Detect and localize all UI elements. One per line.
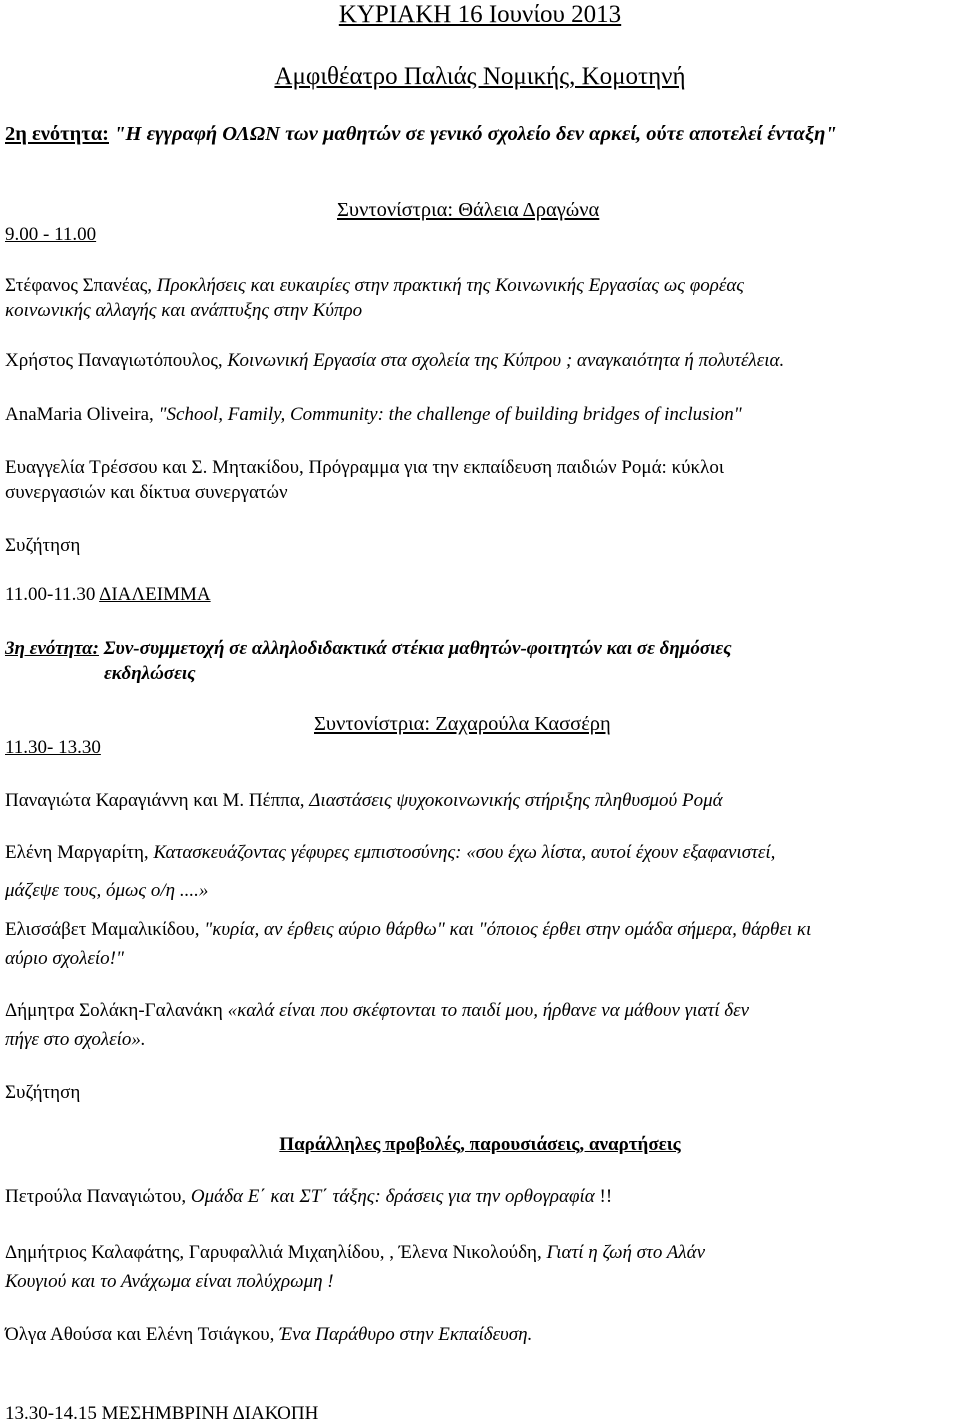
item-end: !! — [594, 1186, 613, 1207]
item-title: Ένα Παράθυρο στην Εκπαίδευση. — [279, 1324, 533, 1345]
talk-tressou-cont: συνεργασιών και δίκτυα συνεργατών — [5, 482, 288, 503]
talk-title: «καλά είναι που σκέφτονται το παιδί μου, ήρθανε να μάθουν γιατί δεν — [227, 1000, 750, 1021]
session3-title: Συν-συμμετοχή σε αλληλοδιδακτικά στέκια μαθητών-φοιτητών και σε δημόσιες — [99, 638, 732, 659]
talk-title-cont: κοινωνικής αλλαγής και ανάπτυξης στην Κύπρο — [5, 300, 363, 321]
session2-label: 2η ενότητα: — [5, 123, 109, 145]
talk-title-cont: μάζεψε τους, όμως ο/η ....» — [5, 880, 209, 901]
session2-time: 9.00 - 11.00 — [5, 224, 97, 245]
talk-title: "κυρία, αν έρθεις αύριο θάρθω" και "όποιος έρθει στην ομάδα σήμερα, θάρθει κι — [204, 919, 812, 940]
talk-panagiotopoulos — [5, 349, 784, 373]
talk-author: Ελένη Μαργαρίτη, — [5, 842, 154, 863]
session3-heading — [5, 637, 732, 661]
talk-author: AnaMaria Oliveira, — [5, 404, 159, 425]
talk-title: "School, Family, Community: the challenge of building bridges of inclusion" — [158, 404, 742, 425]
date-heading: ΚΥΡΙΑΚΗ 16 Ιουνίου 2013 — [338, 1, 622, 28]
venue-heading: Αμφιθέατρο Παλιάς Νομικής, Κομοτηνή — [274, 63, 686, 90]
break1-label: ΔΙΑΛΕΙΜΜΑ — [99, 584, 211, 605]
talk-title: Κοινωνική Εργασία στα σχολεία της Κύπρου ; αναγκαιότητα ή πολυτέλεια. — [227, 350, 785, 371]
session3-title-cont: εκδηλώσεις — [104, 663, 196, 684]
talk-title: Προκλήσεις και ευκαιρίες στην πρακτική της Κοινωνικής Εργασίας ως φορέας — [156, 275, 745, 296]
talk-title: Διαστάσεις ψυχοκοινωνικής στήριξης πληθυσμού Ρομά — [309, 790, 723, 811]
talk-oliveira — [5, 403, 742, 427]
session3-time: 11.30- 13.30 — [5, 737, 101, 758]
talk-author: Χρήστος Παναγιωτόπουλος, — [5, 350, 228, 371]
item-title-cont: Κουγιού και το Ανάχωμα είναι πολύχρωμη ! — [5, 1271, 334, 1292]
talk-mamalikidou — [5, 918, 811, 942]
talk-solaki — [5, 999, 749, 1023]
item-author: Όλγα Αθούσα και Ελένη Τσιάγκου, — [5, 1324, 280, 1345]
talk-author: Ελισσάβετ Μαμαλικίδου, — [5, 919, 205, 940]
parallel-item-panagiotou — [5, 1185, 612, 1209]
break1-time: 11.00-11.30 — [5, 584, 100, 605]
item-title: Ομάδα Ε΄ και ΣΤ΄ τάξης: δράσεις για την ορθογραφία — [190, 1186, 595, 1207]
talk-title-cont: αύριο σχολείο!" — [5, 948, 124, 969]
talk-karagianni — [5, 789, 723, 813]
item-title: Γιατί η ζωή στο Αλάν — [546, 1242, 705, 1263]
item-author: Πετρούλα Παναγιώτου, — [5, 1186, 191, 1207]
session3-discussion: Συζήτηση — [5, 1082, 81, 1103]
talk-tressou: Ευαγγελία Τρέσσου και Σ. Μητακίδου, Πρόγραμμα για την εκπαίδευση παιδιών Ρομά: κύκλοι — [5, 457, 724, 478]
parallel-item-kalafatis — [5, 1241, 705, 1265]
session2-coordinator: Συντονίστρια: Θάλεια Δραγώνα — [337, 199, 600, 221]
session2-title: "Η εγγραφή ΟΛΩΝ των μαθητών σε γενικό σχολείο δεν αρκεί, ούτε αποτελεί ένταξη" — [109, 123, 837, 145]
talk-title: Κατασκευάζοντας γέφυρες εμπιστοσύνης: «σου έχω λίστα, αυτοί έχουν εξαφανιστεί, — [153, 842, 776, 863]
break2: 13.30-14.15 ΜΕΣΗΜΒΡΙΝΗ ΔΙΑΚΟΠΗ — [5, 1403, 319, 1424]
session2-heading — [5, 122, 837, 146]
session3-coordinator: Συντονίστρια: Ζαχαρούλα Κασσέρη — [314, 713, 611, 735]
talk-margariti — [5, 841, 775, 865]
talk-author: Δήμητρα Σολάκη-Γαλανάκη — [5, 1000, 228, 1021]
item-author: Δημήτριος Καλαφάτης, Γαρυφαλλιά Μιχαηλίδου, , Έλενα Νικολούδη, — [5, 1242, 547, 1263]
talk-author: Στέφανος Σπανέας, — [5, 275, 157, 296]
parallel-heading: Παράλληλες προβολές, παρουσιάσεις, αναρτήσεις — [279, 1134, 681, 1155]
talk-title-cont: πήγε στο σχολείο». — [5, 1029, 146, 1050]
parallel-item-athousa — [5, 1323, 532, 1347]
talk-spaneas — [5, 274, 744, 298]
break1 — [5, 583, 211, 607]
session3-label: 3η ενότητα: — [5, 638, 99, 659]
session2-discussion: Συζήτηση — [5, 535, 81, 556]
talk-author: Παναγιώτα Καραγιάννη και Μ. Πέππα, — [5, 790, 310, 811]
